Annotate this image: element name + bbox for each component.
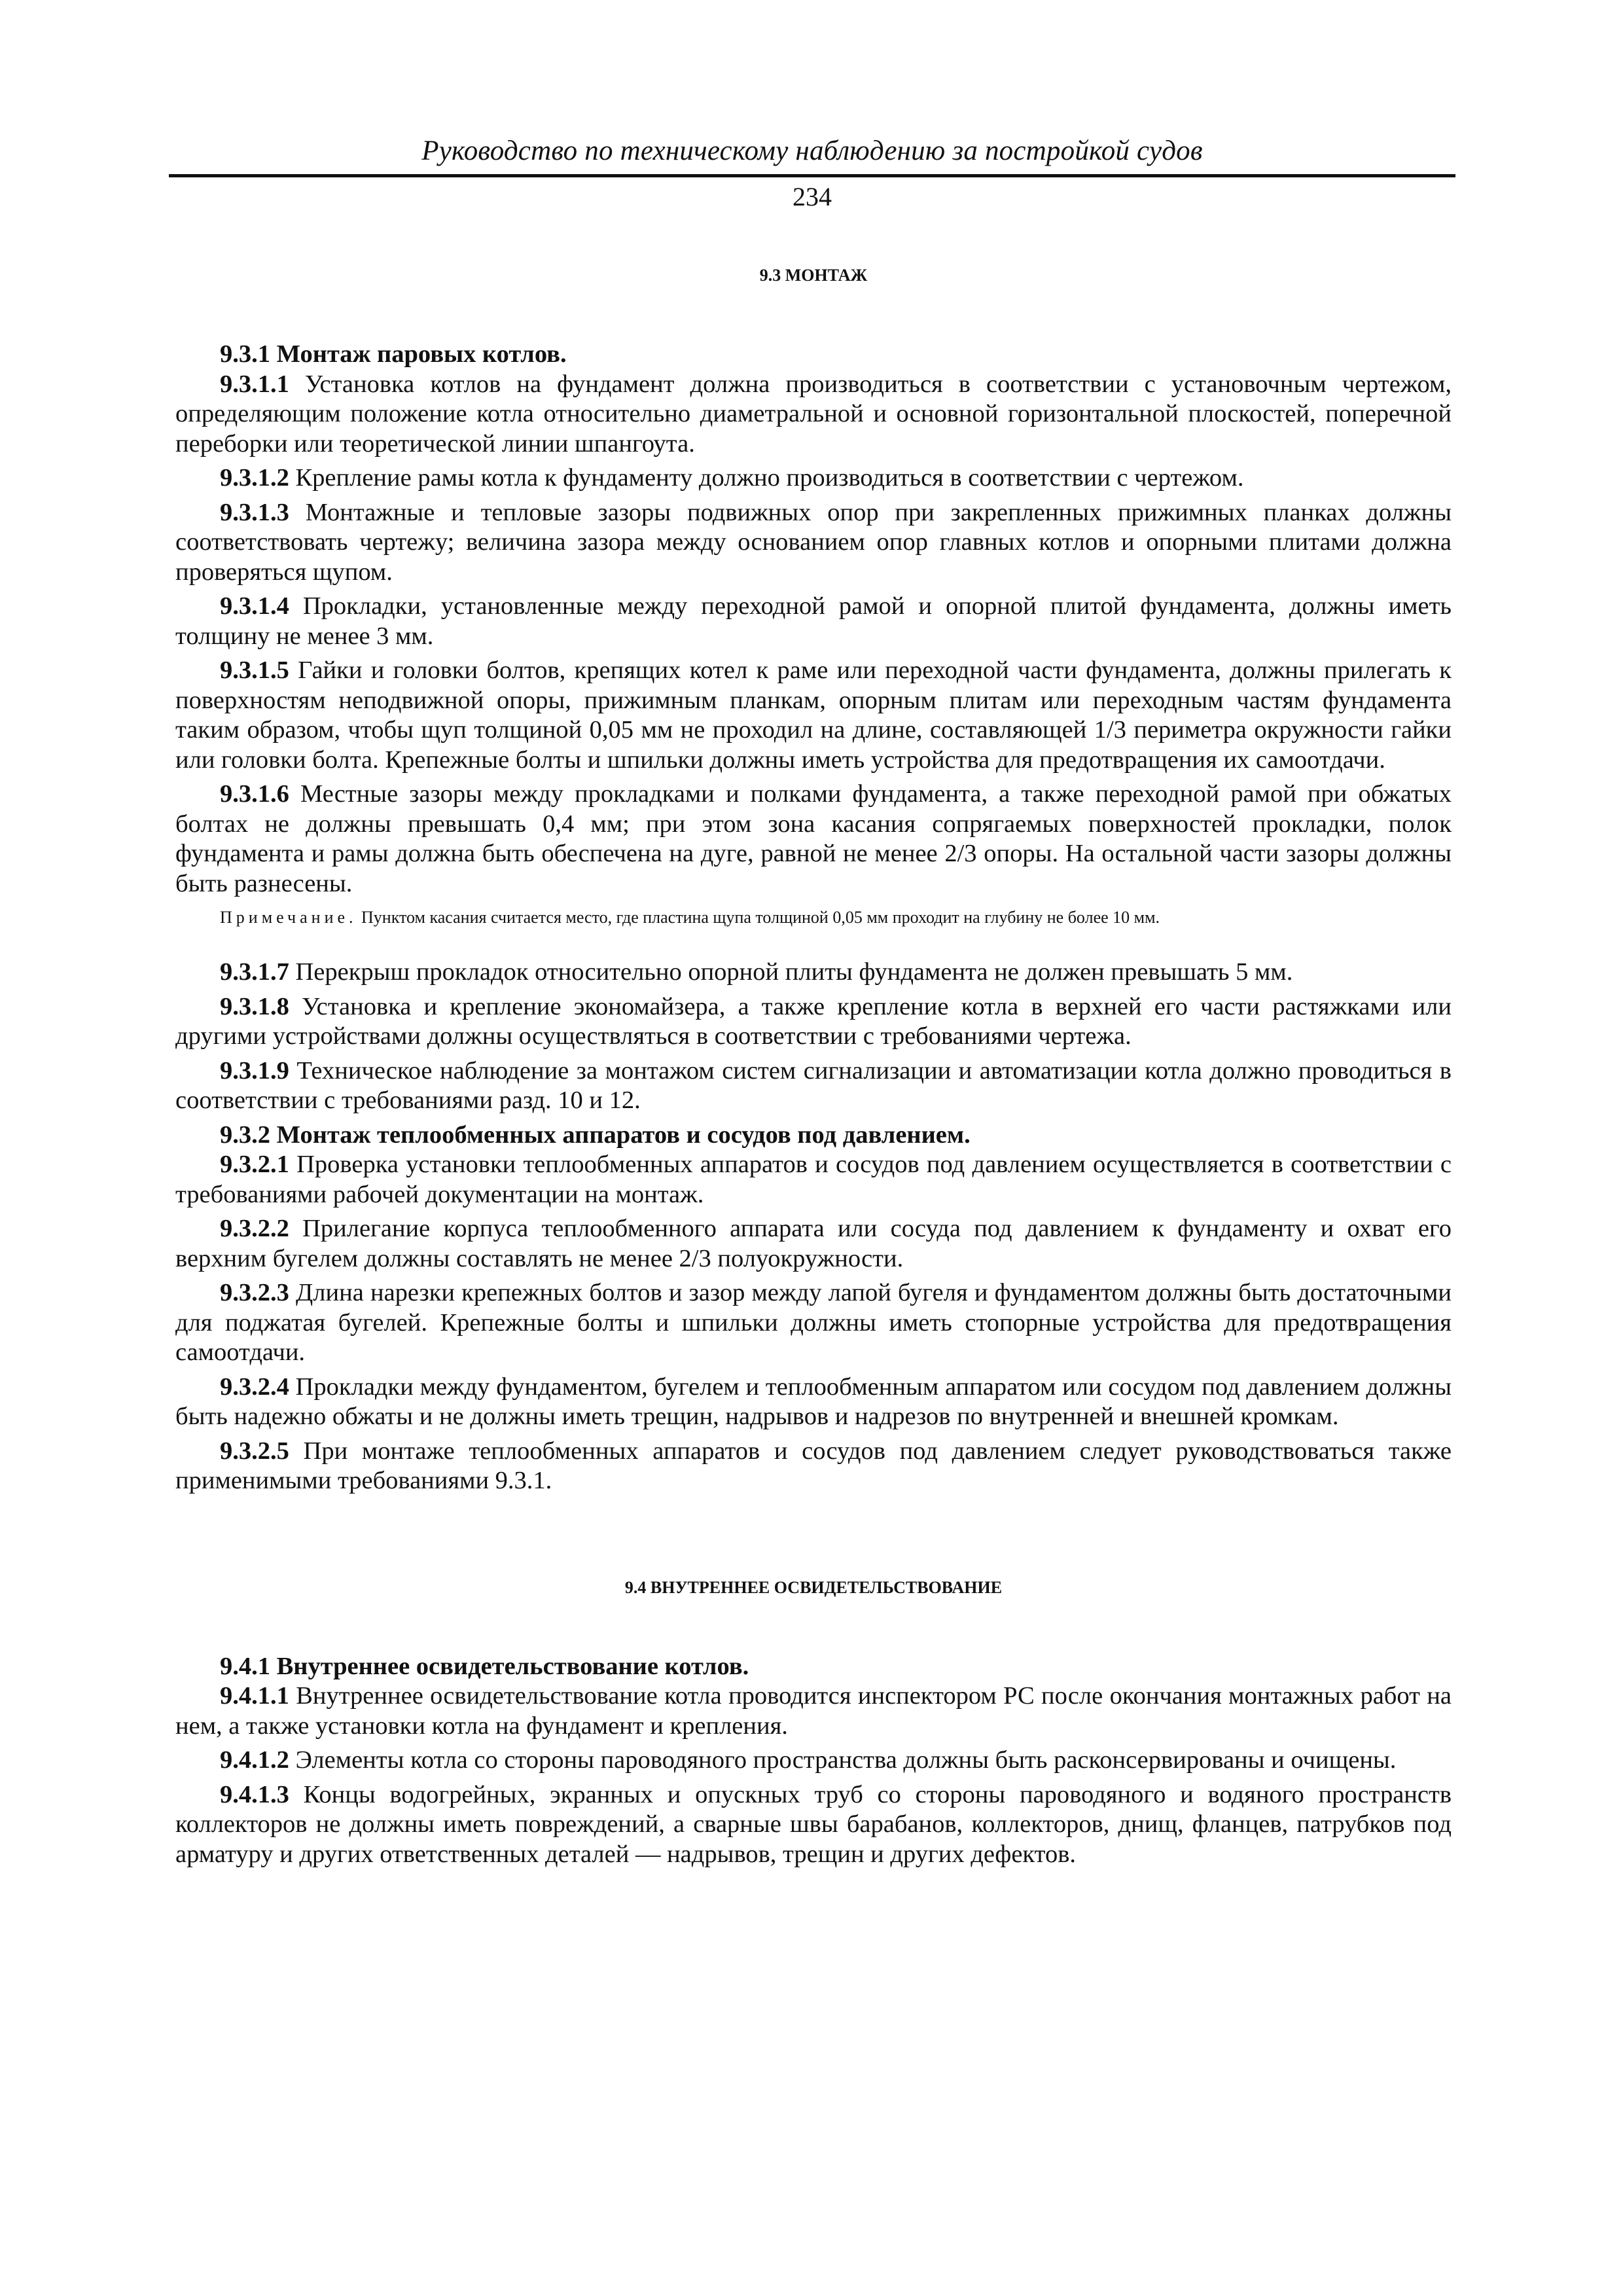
clause-number: 9.3.1.6 — [220, 780, 289, 808]
clause-number: 9.3.1.4 — [220, 592, 289, 620]
paragraph-9-3-2-1 — [175, 1150, 1452, 1210]
note-label: Примечание. — [220, 908, 357, 927]
paragraph-9-3-1-8 — [175, 992, 1452, 1052]
paragraph-9-3-1-4 — [175, 592, 1452, 651]
clause-text: Проверка установки теплообменных аппаратов и сосудов под давлением осуществляется в соответствии с требованиями рабочей документации на монтаж. — [175, 1151, 1452, 1208]
paragraph-9-3-1-9 — [175, 1056, 1452, 1116]
paragraph-9-3-1-5 — [175, 656, 1452, 775]
clause-number: 9.3.2.4 — [220, 1372, 289, 1401]
paragraph-9-3-1-7 — [175, 958, 1452, 988]
clause-text: При монтаже теплообменных аппаратов и сосудов под давлением следует руководствоваться также применимыми требованиями 9.3.1. — [175, 1437, 1452, 1494]
paragraph-9-3-1-3 — [175, 498, 1452, 588]
clause-text: Установка и крепление экономайзера, а также крепление котла в верхней его части растяжками или другими устройствами должны осуществляться в соответствии с требованиями чертежа. — [175, 992, 1452, 1050]
clause-number: 9.3.2.2 — [220, 1215, 289, 1242]
paragraph-9-3-2-2 — [175, 1214, 1452, 1274]
note-text: Пунктом касания считается место, где пластина щупа толщиной 0,05 мм проходит на глубину не более 10 мм. — [357, 908, 1160, 927]
clause-number: 9.3.1.5 — [220, 656, 289, 684]
clause-text: Местные зазоры между прокладками и полками фундамента, а также переходной рамой при обжатых болтах не должны превышать 0,4 мм; при этом зона касания сопрягаемых поверхностей прокладки, полок фундамента и рамы должна быть обеспечена на дуге, равной не менее 2/3 опоры. На остальной части зазоры должны быть разнесены. — [175, 780, 1452, 897]
section-title-9-4: 9.4 ВНУТРЕННЕЕ ОСВИДЕТЕЛЬСТВОВАНИЕ — [624, 1577, 1003, 1597]
section-title-9-3: 9.3 МОНТАЖ — [759, 266, 868, 285]
subsection-9-4-1: 9.4.1 Внутреннее освидетельствование котлов. — [220, 1652, 749, 1680]
paragraph-9-4-1-3 — [175, 1780, 1452, 1870]
clause-text: Элементы котла со стороны пароводяного пространства должны быть расконсервированы и очищены. — [289, 1746, 1397, 1774]
clause-text: Прилегание корпуса теплообменного аппарата или сосуда под давлением к фундаменту и охват его верхним бугелем должны составлять не менее 2/3 полуокружности. — [175, 1215, 1452, 1272]
clause-text: Внутреннее освидетельствование котла проводится инспектором РС после окончания монтажных работ на нем, а также установки котла на фундамент и крепления. — [175, 1682, 1452, 1740]
paragraph-9-4-1-2 — [175, 1746, 1452, 1776]
subsection-9-3-2: 9.3.2 Монтаж теплообменных аппаратов и сосудов под давлением. — [220, 1121, 971, 1149]
clause-number: 9.3.1.2 — [220, 464, 289, 492]
paragraph-9-4-1-1 — [175, 1681, 1452, 1741]
paragraph-9-3-1-1 — [175, 370, 1452, 459]
clause-text: Перекрыш прокладок относительно опорной плиты фундамента не должен превышать 5 мм. — [289, 958, 1293, 986]
clause-text: Прокладки между фундаментом, бугелем и теплообменным аппаратом или сосудом под давлением должны быть надежно обжаты и не должны иметь трещин, надрывов и надрезов по внутренней и внешней кромкам. — [175, 1372, 1452, 1430]
clause-text: Монтажные и тепловые зазоры подвижных опор при закрепленных прижимных планках должны соответствовать чертежу; величина зазора между основанием опор главных котлов и опорными плитами должна проверяться щупом. — [175, 498, 1452, 586]
clause-number: 9.4.1.2 — [220, 1746, 289, 1774]
header-rule — [169, 174, 1455, 177]
clause-number: 9.3.2.1 — [220, 1151, 289, 1178]
running-header: Руководство по техническому наблюдению за постройкой судов — [421, 135, 1203, 166]
subsection-9-3-1: 9.3.1 Монтаж паровых котлов. — [220, 340, 567, 368]
paragraph-9-3-2-4 — [175, 1372, 1452, 1432]
clause-number: 9.3.1.8 — [220, 992, 289, 1020]
clause-number: 9.3.1.9 — [220, 1056, 289, 1085]
clause-text: Прокладки, установленные между переходной рамой и опорной плитой фундамента, должны иметь толщину не менее 3 мм. — [175, 592, 1452, 650]
clause-text: Концы водогрейных, экранных и опускных труб со стороны пароводяного и водяного пространств коллекторов не должны иметь повреждений, а сварные швы барабанов, коллекторов, днищ, фланцев, патрубков под арматуру и других ответственных деталей — надрывов, трещин и других дефектов. — [175, 1780, 1452, 1868]
clause-number: 9.3.2.3 — [220, 1279, 289, 1306]
clause-number: 9.3.1.7 — [220, 958, 289, 986]
document-body — [175, 259, 1452, 1874]
paragraph-9-3-2-5 — [175, 1437, 1452, 1496]
clause-text: Гайки и головки болтов, крепящих котел к раме или переходной части фундамента, должны прилегать к поверхностям неподвижной опоры, прижимным планкам, опорным плитам или переходным частям фундамента таким образом, чтобы щуп толщиной 0,05 мм не проходил на длине, составляющей 1/3 периметра окружности гайки или головки болта. Крепежные болты и шпильки должны иметь устройства для предотвращения их самоотдачи. — [175, 656, 1452, 774]
clause-number: 9.4.1.3 — [220, 1780, 289, 1808]
paragraph-9-3-1-2 — [175, 463, 1452, 493]
clause-number: 9.4.1.1 — [220, 1682, 289, 1710]
clause-text: Длина нарезки крепежных болтов и зазор между лапой бугеля и фундаментом должны быть достаточными для поджатая бугелей. Крепежные болты и шпильки должны иметь стопорные устройства для предотвращения самоотдачи. — [175, 1279, 1452, 1366]
paragraph-9-3-2-3 — [175, 1278, 1452, 1368]
page-number: 234 — [793, 182, 832, 211]
note — [175, 906, 1452, 929]
clause-text: Установка котлов на фундамент должна производиться в соответствии с установочным чертежом, определяющим положение котла относительно диаметральной и основной горизонтальной плоскостей, поперечной переборки или теоретической линии шпангоута. — [175, 370, 1452, 457]
clause-text: Техническое наблюдение за монтажом систем сигнализации и автоматизации котла должно проводиться в соответствии с требованиями разд. 10 и 12. — [175, 1056, 1452, 1114]
clause-number: 9.3.1.1 — [220, 370, 289, 398]
clause-number: 9.3.2.5 — [220, 1437, 289, 1465]
clause-text: Крепление рамы котла к фундаменту должно производиться в соответствии с чертежом. — [289, 464, 1244, 492]
paragraph-9-3-1-6 — [175, 780, 1452, 899]
clause-number: 9.3.1.3 — [220, 498, 289, 526]
